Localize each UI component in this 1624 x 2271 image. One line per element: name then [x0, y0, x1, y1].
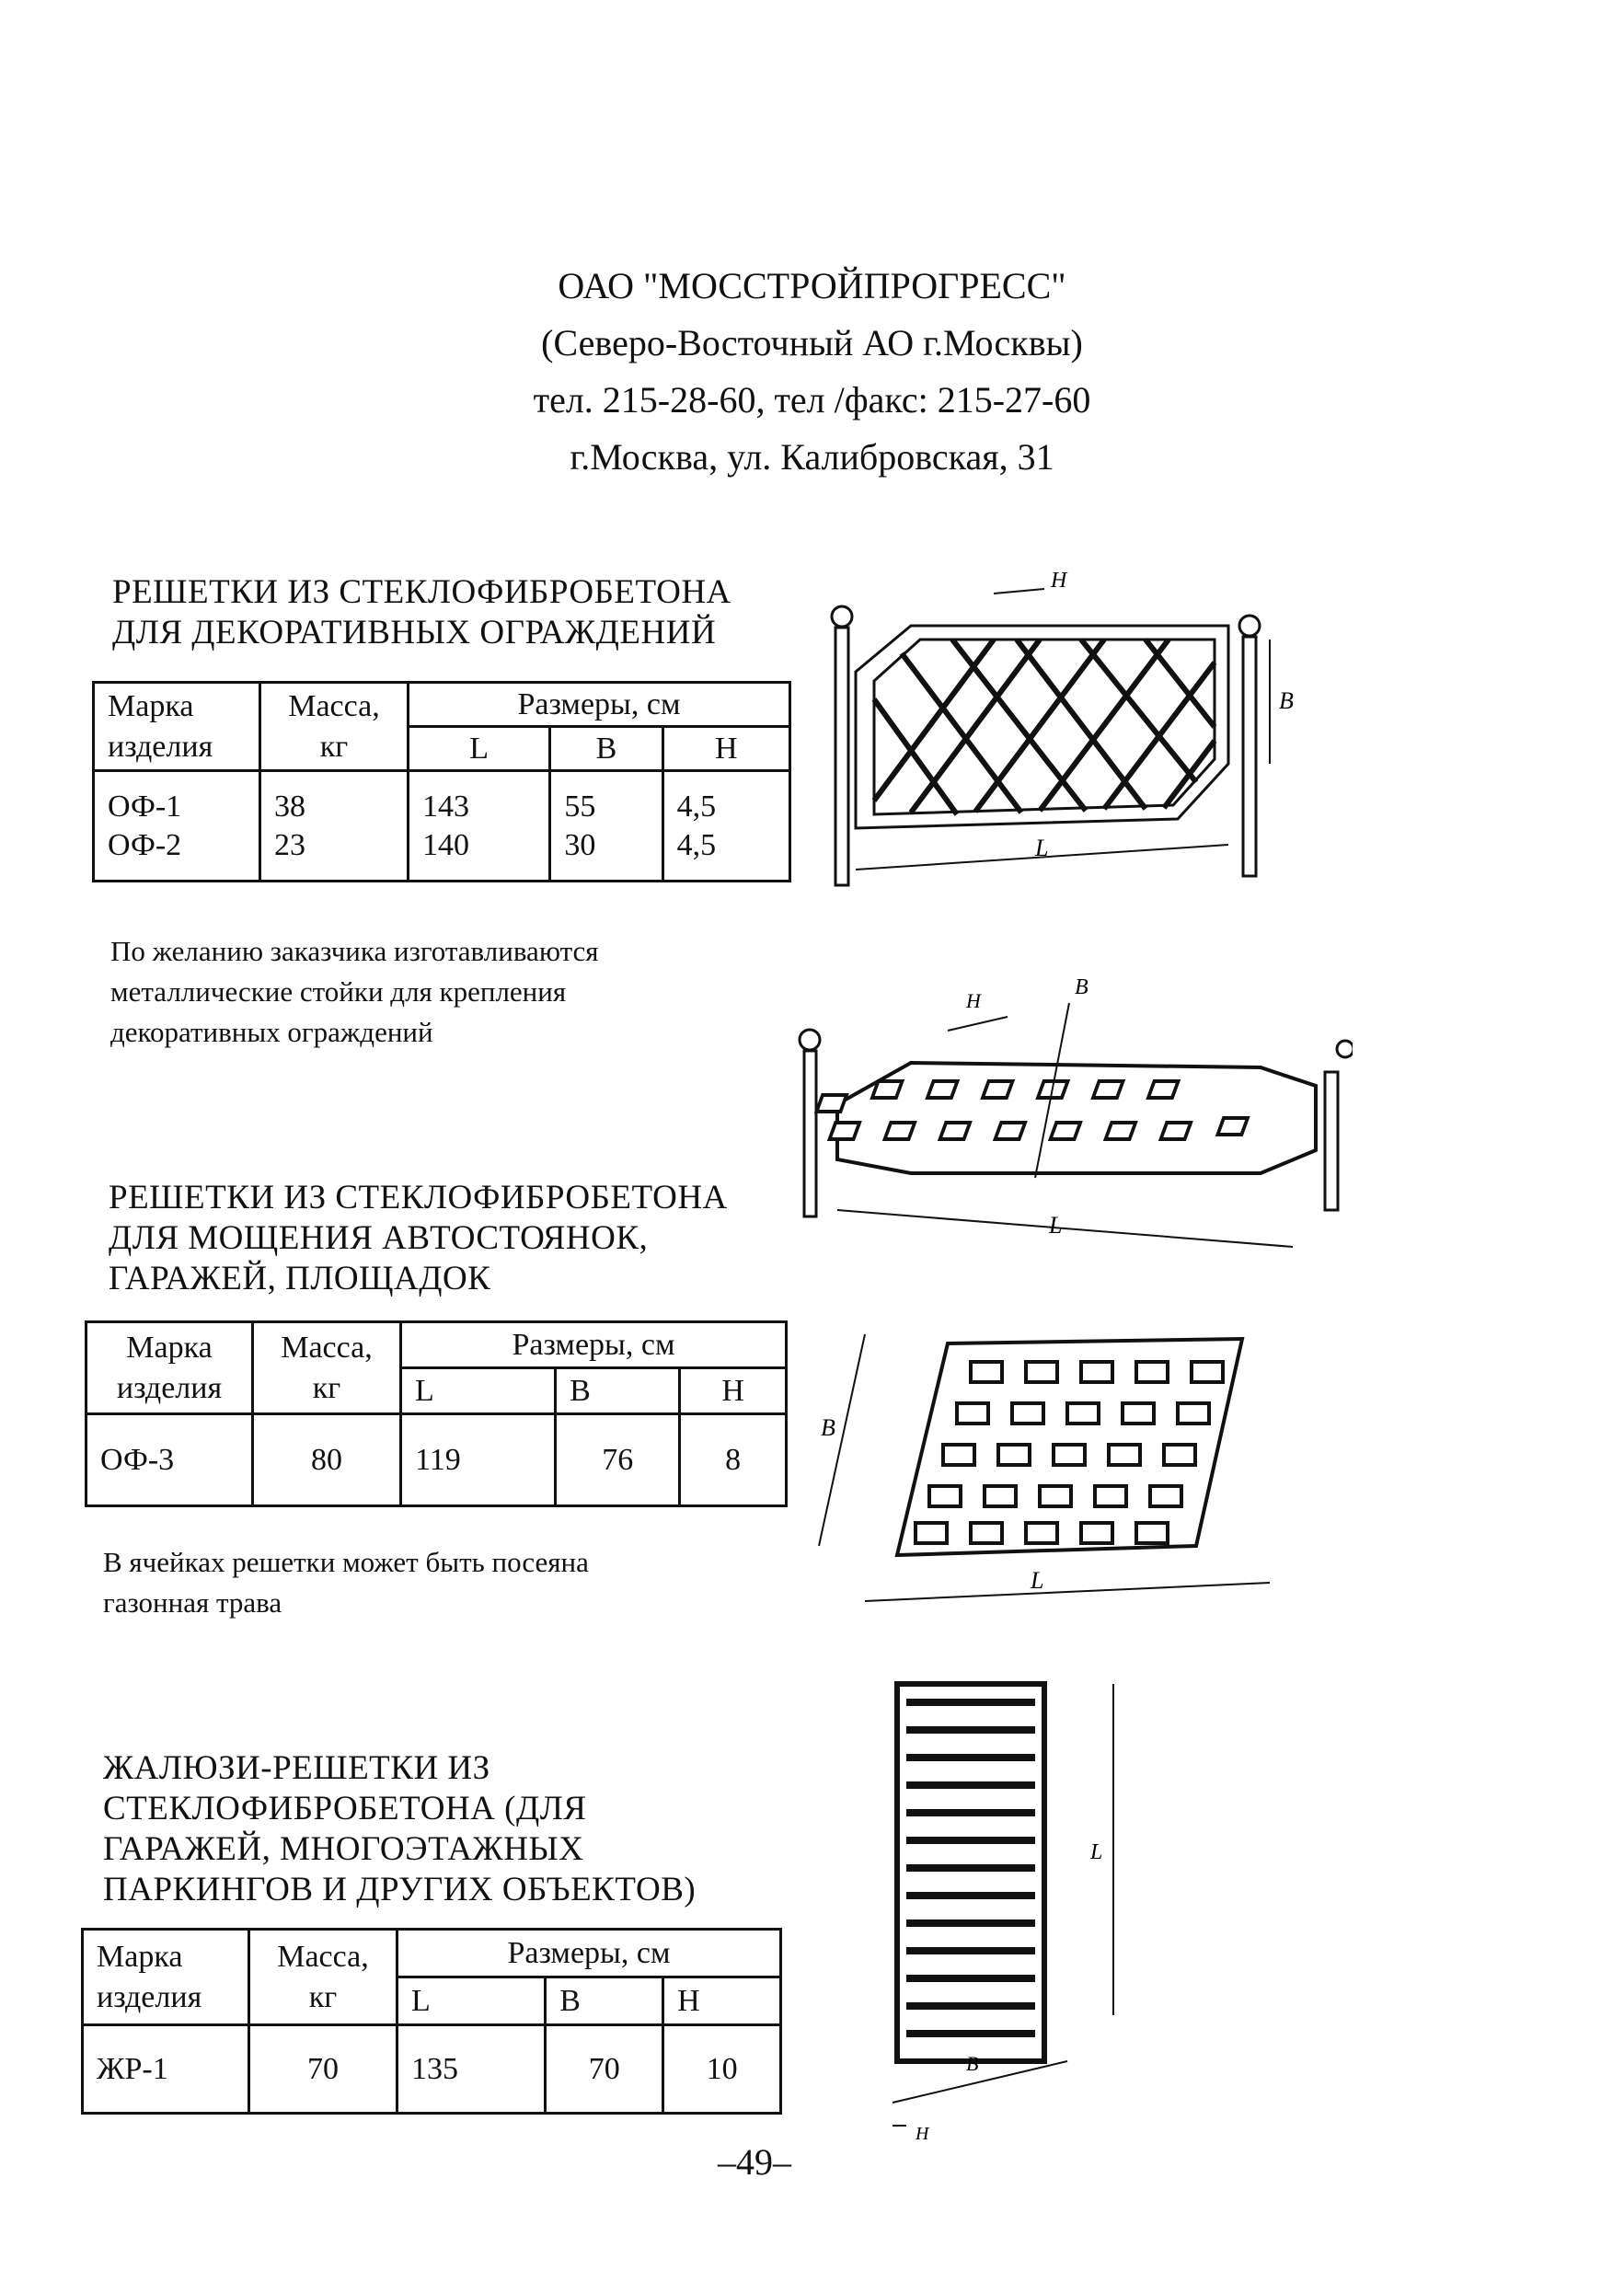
col-L-header: L — [397, 1977, 546, 2025]
fence-label-L: L — [1035, 835, 1049, 861]
section-1-title: РЕШЕТКИ ИЗ СТЕКЛОФИБРОБЕТОНА ДЛЯ ДЕКОРАТИВНЫХ ОГРАЖДЕНИЙ — [112, 573, 731, 651]
col-mass-header: Масса, кг — [260, 683, 409, 771]
col-H-header: H — [663, 1977, 781, 2025]
company-address: г.Москва, ул. Калибровская, 31 — [570, 436, 1054, 478]
section-1-note: По желанию заказчика изготавливаются металлические стойки для крепления декоративных ограждений — [110, 935, 599, 1048]
section-2-note: В ячейках решетки может быть посеяна газонная трава — [103, 1546, 589, 1619]
col-mass-header: Масса, кг — [249, 1930, 397, 2025]
section-2-table — [85, 1320, 788, 1507]
decorative-fence-drawing — [810, 552, 1325, 911]
paving-label-B: B — [821, 1414, 835, 1441]
col-dims-header: Размеры, см — [401, 1322, 787, 1368]
company-district: (Северо-Восточный АО г.Москвы) — [541, 322, 1083, 363]
col-mark-header: Марка изделия — [86, 1322, 253, 1414]
paving-grid-drawing — [810, 1316, 1297, 1638]
section-3-title: ЖАЛЮЗИ-РЕШЕТКИ ИЗ СТЕКЛОФИБРОБЕТОНА (ДЛЯ ГАРАЖЕЙ, МНОГОЭТАЖНЫХ ПАРКИНГОВ И ДРУГИХ ОБЪЕКТОВ) — [103, 1749, 697, 1908]
louvre-label-H: H — [916, 2124, 929, 2144]
page-number: –49– — [718, 2141, 791, 2183]
louvre-label-B: B — [966, 2052, 979, 2075]
col-L-header: L — [409, 727, 550, 771]
col-dims-header: Размеры, см — [409, 683, 790, 727]
col-B-header: B — [556, 1368, 680, 1414]
section-2-title: РЕШЕТКИ ИЗ СТЕКЛОФИБРОБЕТОНА ДЛЯ МОЩЕНИЯ АВТОСТОЯНОК, ГАРАЖЕЙ, ПЛОЩАДОК — [109, 1179, 728, 1297]
fence-label-B: B — [1279, 687, 1294, 714]
col-B-header: B — [550, 727, 662, 771]
col-mass-header: Масса, кг — [253, 1322, 401, 1414]
lattice-label-L: L — [1049, 1212, 1063, 1239]
louvre-label-L: L — [1090, 1840, 1103, 1864]
col-H-header: H — [680, 1368, 787, 1414]
table-row: ОФ-1 ОФ-2 38 23 143 140 55 30 4,5 4,5 — [94, 771, 790, 882]
table-row: ЖР-1 70 135 70 10 — [83, 2025, 781, 2114]
lattice-fence-drawing — [782, 966, 1353, 1270]
section-1-table — [92, 681, 791, 882]
section-3-table — [81, 1928, 782, 2115]
fence-label-H: H — [1051, 569, 1067, 593]
company-phones: тел. 215-28-60, тел /факс: 215-27-60 — [533, 379, 1091, 421]
col-B-header: B — [546, 1977, 663, 2025]
lattice-label-H: H — [966, 989, 981, 1012]
col-dims-header: Размеры, см — [397, 1930, 781, 1977]
company-header — [0, 258, 1624, 486]
table-row: ОФ-3 80 119 76 8 — [86, 1414, 787, 1506]
paving-label-L: L — [1031, 1567, 1044, 1594]
col-mark-header: Марка изделия — [83, 1930, 249, 2025]
col-H-header: H — [662, 727, 789, 771]
col-L-header: L — [401, 1368, 556, 1414]
lattice-label-B: B — [1075, 975, 1088, 999]
louvre-panel-drawing — [856, 1666, 1132, 2144]
col-mark-header: Марка изделия — [94, 683, 260, 771]
company-name: ОАО "МОССТРОЙПРОГРЕСС" — [558, 265, 1066, 306]
